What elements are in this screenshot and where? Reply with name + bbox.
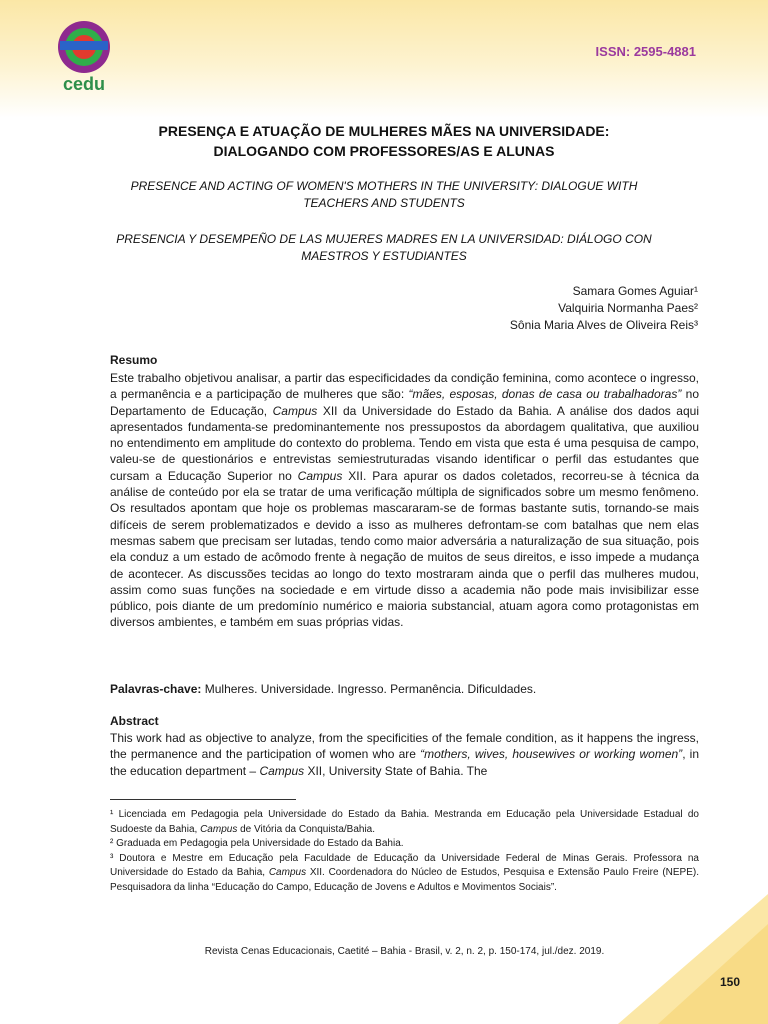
title-es	[110, 231, 658, 265]
author-1: Samara Gomes Aguiar¹	[572, 284, 698, 298]
resumo-text: Este trabalho objetivou analisar, a partir das especificidades da condição feminina, como acontece o ingresso, a permanência e a participação de mulheres que são: “mães, esposas, donas de casa ou trabalhadoras” no Departamento de Educação, Campus XII da Universidade do Estado da Bahia. A análise dos dados aqui apresentados fundamenta-se predominantemente nos pressupostos da abordagem qualitativa, que auxiliou no entendimento em amplitude do contexto do problema. Tendo em vista que esta é uma pesquisa de campo, valeu-se de questionários e entrevistas semiestruturadas visando identificar o perfil das estudantes que cursam a Educação Superior no Campus XII. Para apurar os dados coletados, recorreu-se à técnica da análise de conteúdo por ela se tratar de uma verificação múltipla de significados sobre um mesmo fenômeno. Os resultados apontam que hoje os problemas mascararam-se de formas bastante sutis, tornando-se mais difíceis de serem problematizados e devido a isso as mulheres defrontam-se com batalhas que nem elas mesmas sabem que precisam ser lutadas, tendo como maior adversária a naturalização de sua situação, pois ela conduz a um estado de acômodo frente à negação de muitos de seus direitos, e isso impede a mudança de acontecer. As discussões tecidas ao longo do texto mostraram ainda que o perfil das mulheres mudou, assim como suas funções na sociedade e em virtude disso a academia não pode mais invisibilizar esse público, pois diante de um predomínio numérico e maioria substancial, atuam agora como protagonistas em diversos ambientes, e também em suas próprias vidas.	[110, 371, 700, 630]
footnote-3: ³ Doutora e Mestre em Educação pela Faculdade de Educação da Universidade Federal de Minas Gerais. Professora na Universidade do Estado da Bahia, Campus XII. Coordenadora do Núcleo de Estudos, Pesquisa e Extensão Paulo Freire (NEPE). Pesquisadora da linha “Educação do Campo, Educação de Jovens e Adultos e Movimentos Sociais”.	[110, 852, 699, 893]
keywords: Palavras-chave: Mulheres. Universidade. Ingresso. Permanência. Dificuldades.	[110, 682, 537, 696]
abstract-heading: Abstract	[110, 714, 159, 728]
author-2: Valquiria Normanha Paes²	[558, 301, 698, 315]
title-en	[110, 178, 658, 212]
author-3: Sônia Maria Alves de Oliveira Reis³	[509, 318, 698, 332]
footnote-2: ² Graduada em Pedagogia pela Universidade do Estado da Bahia.	[110, 838, 404, 850]
footnote-rule	[110, 799, 296, 800]
title-en-line2: TEACHERS AND STUDENTS	[303, 196, 465, 210]
issn: ISSN: 2595-4881	[595, 44, 696, 59]
title-pt	[110, 121, 658, 161]
resumo-heading: Resumo	[110, 353, 158, 367]
footnote-1: ¹ Licenciada em Pedagogia pela Universidade do Estado da Bahia. Mestranda em Educação pela Universidade Estadual do Sudoeste da Bahia, Campus de Vitória da Conquista/Bahia.	[110, 809, 699, 835]
title-es-line1: PRESENCIA Y DESEMPEÑO DE LAS MUJERES MADRES EN LA UNIVERSIDAD: DIÁLOGO CON	[116, 232, 652, 246]
logo-text: cedu	[62, 74, 106, 94]
page-number: 150	[719, 975, 740, 989]
abstract-text: This work had as objective to analyze, from the specificities of the female condition, as it happens the ingress, the permanence and the participation of women who are “mothers, wives, housewives or working women”, in the education department – Campus XII, University State of Bahia. The	[110, 731, 699, 778]
authors	[510, 283, 698, 334]
footnotes	[110, 808, 699, 896]
title-es-line2: MAESTROS Y ESTUDIANTES	[301, 249, 467, 263]
title-pt-line1: PRESENÇA E ATUAÇÃO DE MULHERES MÃES NA UNIVERSIDADE:	[158, 123, 610, 139]
journal-citation: Revista Cenas Educacionais, Caetité – Bahia - Brasil, v. 2, n. 2, p. 150-174, jul./dez. 2019.	[204, 946, 605, 957]
title-en-line1: PRESENCE AND ACTING OF WOMEN'S MOTHERS IN THE UNIVERSITY: DIALOGUE WITH	[130, 179, 638, 193]
title-pt-line2: DIALOGANDO COM PROFESSORES/AS E ALUNAS	[213, 143, 555, 159]
corner-decoration	[618, 894, 768, 1024]
cedu-logo	[44, 14, 124, 94]
